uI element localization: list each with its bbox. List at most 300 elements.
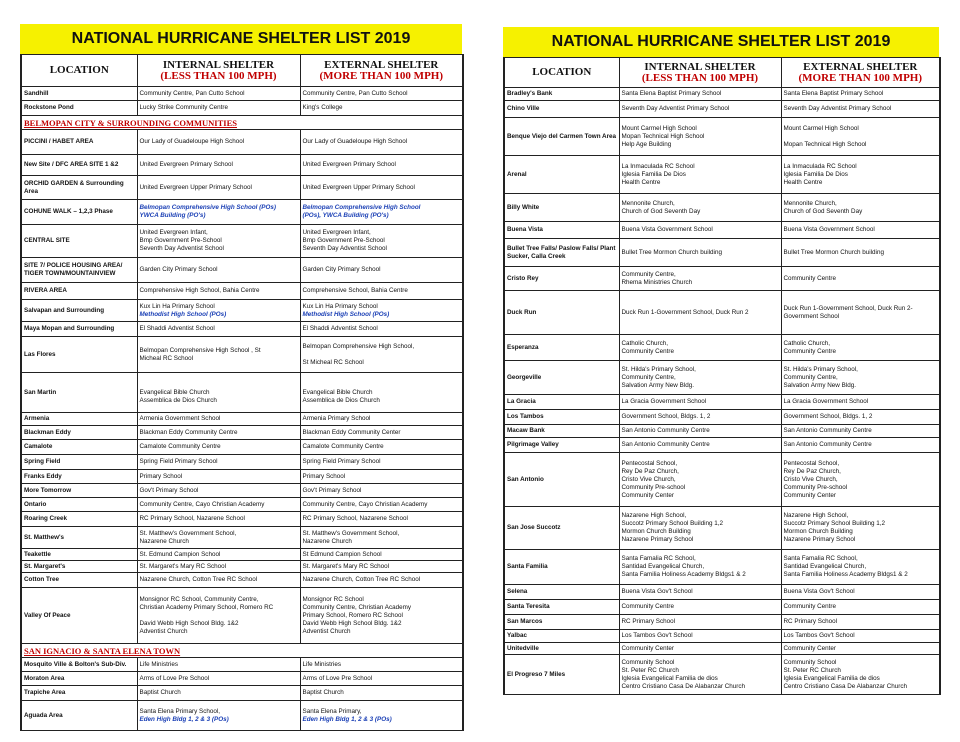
shelter-line: Our Lady of Guadeloupe High School xyxy=(302,138,408,145)
shelter-line: Nazarene Church, Cotton Tree RC School xyxy=(302,576,421,583)
location-cell: Santa Familia xyxy=(504,550,619,585)
external-shelter-cell xyxy=(781,118,940,156)
internal-shelter-cell xyxy=(137,484,300,498)
location-cell: Camalote xyxy=(21,440,137,455)
table-row xyxy=(21,686,463,701)
shelter-line: Succotz Primary School Building 1,2 xyxy=(783,520,885,527)
shelter-line: Blackman Eddy Community Center xyxy=(302,428,401,436)
internal-shelter-cell xyxy=(137,130,300,155)
shelter-line: Pentecostal School, xyxy=(621,459,678,467)
internal-shelter-cell xyxy=(137,373,300,413)
internal-shelter-cell xyxy=(137,498,300,512)
shelter-table xyxy=(503,57,941,695)
shelter-line: Community Center xyxy=(621,644,674,652)
shelter-line: Assemblica de Dios Church xyxy=(139,396,217,404)
shelter-line: Community Centre xyxy=(783,274,836,282)
shelter-line: Community Centre xyxy=(783,603,836,610)
shelter-line: Armenia Government School xyxy=(139,415,221,422)
location-cell: Roaring Creek xyxy=(21,512,137,527)
shelter-line: Community Center xyxy=(783,491,836,499)
shelter-line: Iglesia Familia De Dios xyxy=(621,170,686,178)
priority-shelter-line: Belmopan Comprehensive High School (POs) xyxy=(139,204,276,211)
shelter-line: Community Centre, Pan Cutto School xyxy=(139,89,245,97)
shelter-line: La Inmaculada RC School xyxy=(783,162,857,170)
external-shelter-cell xyxy=(300,176,463,200)
external-shelter-cell xyxy=(300,658,463,672)
external-shelter-cell xyxy=(300,440,463,455)
external-shelter-cell xyxy=(781,222,940,239)
shelter-line: Primary School xyxy=(302,472,346,480)
shelter-line: Cristo Vive Church, xyxy=(783,475,838,483)
left-shelter-sheet xyxy=(20,0,462,731)
external-shelter-cell xyxy=(300,549,463,561)
internal-shelter-cell xyxy=(137,176,300,200)
shelter-line: Gov't Primary School xyxy=(139,486,199,494)
shelter-line: Community Centre, Cayo Christian Academy xyxy=(139,500,265,508)
internal-shelter-cell xyxy=(619,507,781,550)
table-header-row xyxy=(504,58,940,88)
location-cell: New Site / DFC AREA SITE 1 &2 xyxy=(21,155,137,176)
shelter-line: Mormon Church Building xyxy=(621,528,691,535)
location-cell: Valley Of Peace xyxy=(21,588,137,644)
shelter-line: Community Centre, xyxy=(783,373,838,381)
shelter-line: Salvation Army New Bldg. xyxy=(621,381,694,389)
external-shelter-cell xyxy=(781,600,940,615)
location-cell: Las Flores xyxy=(21,337,137,373)
internal-shelter-cell xyxy=(137,426,300,440)
shelter-line: Seventh Day Adventist School xyxy=(139,245,224,252)
table-row xyxy=(504,194,940,222)
shelter-line: Buena Vista Government School xyxy=(783,226,875,233)
shelter-line: Catholic Church, xyxy=(621,339,669,347)
shelter-line: United Evergreen Infant, xyxy=(302,229,371,236)
shelter-line: Community Centre xyxy=(621,603,674,610)
location-cell: Bradley's Bank xyxy=(504,88,619,101)
shelter-line: Government School, Bldgs. 1, 2 xyxy=(783,413,873,420)
external-shelter-cell xyxy=(300,455,463,470)
shelter-line: St. Margaret's Mary RC School xyxy=(139,562,227,570)
shelter-line: David Webb High School Bldg. 1&2 xyxy=(302,619,402,627)
internal-shelter-cell xyxy=(137,672,300,686)
table-row xyxy=(504,222,940,239)
location-cell: Cotton Tree xyxy=(21,573,137,588)
location-cell: Moraton Area xyxy=(21,672,137,686)
table-row xyxy=(21,512,463,527)
shelter-line: Church of God Seventh Day xyxy=(621,207,701,215)
shelter-line: David Webb High School Bldg. 1&2 xyxy=(139,619,239,627)
shelter-line: Buena Vista Gov't School xyxy=(783,588,855,595)
table-row xyxy=(504,361,940,395)
shelter-line: St Micheal RC School xyxy=(302,358,364,366)
location-cell: Chino Ville xyxy=(504,101,619,118)
location-cell: Buena Vista xyxy=(504,222,619,239)
internal-shelter-header: INTERNAL SHELTER (LESS THAN 100 MPH) xyxy=(619,58,781,88)
shelter-line: La Gracia Government School xyxy=(783,398,869,405)
shelter-line: Adventist Church xyxy=(139,627,188,635)
shelter-line: Mopan Technical High School xyxy=(783,140,867,148)
shelter-line: Blackman Eddy Community Centre xyxy=(139,428,238,436)
shelter-line: Primary School, Romero RC School xyxy=(302,611,403,619)
shelter-line: Gov't Primary School xyxy=(302,486,362,494)
priority-shelter-line: Methodist High School (POs) xyxy=(139,310,227,318)
table-row xyxy=(21,588,463,644)
location-header: LOCATION xyxy=(21,55,137,87)
location-cell: Selena xyxy=(504,585,619,600)
table-row xyxy=(21,484,463,498)
external-shelter-cell xyxy=(781,156,940,194)
table-row xyxy=(21,527,463,549)
shelter-line: Community School xyxy=(621,658,675,666)
shelter-line: Santa Familia Holiness Academy Bldgs1 & 2 xyxy=(783,571,908,578)
right-shelter-sheet xyxy=(503,0,939,695)
external-shelter-cell xyxy=(781,335,940,361)
external-shelter-cell xyxy=(300,588,463,644)
internal-shelter-cell xyxy=(137,512,300,527)
location-cell: Los Tambos xyxy=(504,410,619,425)
location-cell: Teakettle xyxy=(21,549,137,561)
shelter-line: Rey De Paz Church, xyxy=(621,467,679,475)
shelter-line: Community Centre, Pan Cutto School xyxy=(302,89,408,97)
internal-shelter-cell xyxy=(137,300,300,322)
shelter-line: Community School xyxy=(783,658,837,666)
external-shelter-cell xyxy=(300,373,463,413)
shelter-line: St. Hilda's Primary School, xyxy=(621,365,696,373)
shelter-line: Spring Field Primary School xyxy=(302,458,381,465)
shelter-line: RC Primary School xyxy=(621,618,676,625)
external-shelter-cell xyxy=(781,267,940,291)
priority-shelter-line: (POs), YWCA Building (PO's) xyxy=(302,212,389,219)
location-cell: Trapiche Area xyxy=(21,686,137,701)
table-row xyxy=(504,630,940,643)
location-cell: Duck Run xyxy=(504,291,619,335)
shelter-line: Government School xyxy=(783,312,840,320)
location-header: LOCATION xyxy=(504,58,619,88)
shelter-line: Iglesia Evangelical Familia de dios xyxy=(783,674,880,682)
internal-shelter-cell xyxy=(137,470,300,484)
shelter-line: Adventist Church xyxy=(302,627,351,635)
priority-shelter-line: YWCA Building (PO's) xyxy=(139,212,206,219)
shelter-line: Santa Elena Baptist Primary School xyxy=(621,90,722,97)
shelter-line: Life Ministries xyxy=(139,660,178,668)
shelter-line: Armenia Primary School xyxy=(302,415,371,422)
shelter-line: United Evergreen Infant, xyxy=(139,229,208,236)
shelter-line: San Antonio Community Centre xyxy=(621,441,710,448)
external-shelter-cell xyxy=(300,200,463,225)
shelter-line: Centro Cristiano Casa De Alabanzar Church xyxy=(621,682,746,690)
shelter-line: Santa Elena Primary School, xyxy=(139,707,221,715)
internal-shelter-cell xyxy=(619,630,781,643)
shelter-line: Belmopan Comprehensive High School , St xyxy=(139,346,261,354)
external-shelter-cell xyxy=(781,643,940,655)
internal-shelter-cell xyxy=(137,413,300,426)
table-row xyxy=(504,600,940,615)
location-cell: Cristo Rey xyxy=(504,267,619,291)
table-row xyxy=(21,300,463,322)
internal-shelter-cell xyxy=(137,588,300,644)
shelter-line: Nazarene High School, xyxy=(621,512,687,519)
internal-shelter-cell xyxy=(619,550,781,585)
table-row xyxy=(21,701,463,731)
external-shelter-cell xyxy=(781,615,940,630)
table-row xyxy=(21,258,463,283)
internal-shelter-cell xyxy=(137,686,300,701)
shelter-line: Garden City Primary School xyxy=(139,266,218,273)
location-cell: Santa Teresita xyxy=(504,600,619,615)
internal-shelter-cell xyxy=(137,101,300,116)
shelter-line: Iglesia Familia De Dios xyxy=(783,170,848,178)
external-shelter-cell xyxy=(300,527,463,549)
shelter-line: Evangelical Bible Church xyxy=(139,388,210,396)
external-shelter-cell xyxy=(300,322,463,337)
external-shelter-cell xyxy=(781,438,940,453)
shelter-line: Christian Academy Primary School, Romero RC xyxy=(139,603,274,611)
shelter-line: La Gracia Government School xyxy=(621,398,707,405)
shelter-line: Catholic Church, xyxy=(783,339,831,347)
shelter-line: Centro Cristiano Casa De Alabanzar Church xyxy=(783,682,908,690)
table-row xyxy=(504,239,940,267)
shelter-line: Monsignor RC School, Community Centre, xyxy=(139,595,259,603)
shelter-line: Arms of Love Pre School xyxy=(302,674,373,682)
internal-shelter-cell xyxy=(137,573,300,588)
shelter-line: Buena Vista Gov't School xyxy=(621,588,693,595)
location-cell: Aguada Area xyxy=(21,701,137,731)
table-row xyxy=(21,455,463,470)
location-cell: La Gracia xyxy=(504,395,619,410)
section-header-row xyxy=(21,644,463,658)
external-shelter-cell xyxy=(781,425,940,438)
external-shelter-cell xyxy=(781,550,940,585)
location-cell: Blackman Eddy xyxy=(21,426,137,440)
table-row xyxy=(504,395,940,410)
external-shelter-cell xyxy=(300,337,463,373)
shelter-line: Health Centre xyxy=(783,178,823,186)
table-row xyxy=(21,101,463,116)
shelter-line xyxy=(303,381,461,389)
shelter-line: Santa Elena Baptist Primary School xyxy=(783,90,884,97)
location-cell: San Antonio xyxy=(504,453,619,507)
shelter-line: Community Centre, xyxy=(621,270,676,278)
table-row xyxy=(21,283,463,300)
shelter-line xyxy=(140,612,298,620)
external-shelter-cell xyxy=(781,194,940,222)
external-shelter-cell xyxy=(781,410,940,425)
shelter-line: Kux Lin Ha Primary School xyxy=(302,302,378,310)
shelter-line: Cristo Vive Church, xyxy=(621,475,676,483)
shelter-line: St. Matthew's Government School, xyxy=(139,529,237,537)
shelter-line: Iglesia Evangelical Familia de dios xyxy=(621,674,718,682)
shelter-line: Seventh Day Adventist School xyxy=(302,245,387,252)
external-shelter-cell xyxy=(300,225,463,258)
shelter-line: El Shaddi Adventist School xyxy=(139,325,215,332)
internal-shelter-cell xyxy=(619,222,781,239)
internal-shelter-cell xyxy=(619,395,781,410)
location-cell: Unitedville xyxy=(504,643,619,655)
location-cell: Pilgrimage Valley xyxy=(504,438,619,453)
internal-shelter-cell xyxy=(137,283,300,300)
shelter-line: Life Ministries xyxy=(302,660,341,668)
internal-shelter-cell xyxy=(137,155,300,176)
section-title: SAN IGNACIO & SANTA ELENA TOWN xyxy=(21,644,463,658)
location-cell: Armenia xyxy=(21,413,137,426)
internal-shelter-cell xyxy=(619,438,781,453)
shelter-line: Evangelical Bible Church xyxy=(302,388,373,396)
internal-shelter-cell xyxy=(137,658,300,672)
external-shelter-cell xyxy=(300,258,463,283)
location-cell: Rockstone Pond xyxy=(21,101,137,116)
shelter-line: San Antonio Community Centre xyxy=(783,441,872,448)
shelter-line: Salvation Army New Bldg. xyxy=(783,381,856,389)
shelter-line: King's College xyxy=(302,104,343,111)
internal-shelter-cell xyxy=(619,600,781,615)
shelter-line: Rey De Paz Church, xyxy=(783,467,841,475)
sheet-title: NATIONAL HURRICANE SHELTER LIST 2019 xyxy=(503,27,939,57)
shelter-line xyxy=(303,351,461,359)
location-cell: San Marcos xyxy=(504,615,619,630)
shelter-line: Community Pre-school xyxy=(783,483,848,491)
table-row xyxy=(21,176,463,200)
shelter-line: St. Margaret's Mary RC School xyxy=(302,562,390,570)
internal-shelter-cell xyxy=(137,87,300,101)
internal-shelter-cell xyxy=(619,361,781,395)
shelter-line: Pentecostal School, xyxy=(783,459,840,467)
shelter-line: Baptist Church xyxy=(139,689,181,696)
internal-shelter-cell xyxy=(619,88,781,101)
shelter-line: Micheal RC School xyxy=(139,354,194,362)
location-cell: SITE 7/ POLICE HOUSING AREA/ TIGER TOWN/MOUNTAINVIEW xyxy=(21,258,137,283)
table-row xyxy=(21,573,463,588)
shelter-line: Nazarene Church xyxy=(139,537,189,545)
internal-shelter-cell xyxy=(137,225,300,258)
shelter-line: Baptist Church xyxy=(302,689,344,696)
shelter-line: Bullet Tree Mormon Church building xyxy=(783,248,884,256)
shelter-line: United Evergreen Primary School xyxy=(139,161,233,168)
internal-shelter-cell xyxy=(619,335,781,361)
internal-shelter-cell xyxy=(619,101,781,118)
location-cell: ORCHID GARDEN & Surrounding Area xyxy=(21,176,137,200)
shelter-line: St. Hilda's Primary School, xyxy=(783,365,858,373)
table-row xyxy=(21,225,463,258)
location-cell: St. Matthew's xyxy=(21,527,137,549)
external-shelter-cell xyxy=(300,672,463,686)
shelter-line: Community Pre-school xyxy=(621,483,686,491)
internal-shelter-cell xyxy=(619,291,781,335)
shelter-line: RC Primary School, Nazarene School xyxy=(302,515,408,522)
shelter-line: Santa Familia Holiness Academy Bldgs1 & 2 xyxy=(621,571,746,578)
external-shelter-cell xyxy=(781,453,940,507)
shelter-line: Our Lady of Guadeloupe High School xyxy=(139,138,245,145)
shelter-line: Santa Elena Primary, xyxy=(302,707,362,715)
internal-shelter-cell xyxy=(137,701,300,731)
shelter-line: Los Tambos Gov't School xyxy=(621,632,693,639)
shelter-line: Help Age Building xyxy=(621,140,672,148)
section-title: BELMOPAN CITY & SURROUNDING COMMUNITIES xyxy=(21,116,463,130)
location-cell: RIVERA AREA xyxy=(21,283,137,300)
shelter-line: United Evergreen Upper Primary School xyxy=(302,183,415,191)
table-row xyxy=(21,413,463,426)
shelter-line: St. Peter RC Church xyxy=(783,666,841,674)
table-row xyxy=(21,672,463,686)
location-cell: Yalbac xyxy=(504,630,619,643)
table-row xyxy=(21,373,463,413)
location-cell: Macaw Bank xyxy=(504,425,619,438)
table-header-row xyxy=(21,55,463,87)
internal-shelter-cell xyxy=(137,527,300,549)
shelter-line: Belmopan Comprehensive High School, xyxy=(302,342,415,350)
location-cell: Salvapan and Surrounding xyxy=(21,300,137,322)
shelter-line: Comprehensive High School, Bahia Centre xyxy=(139,287,260,294)
table-row xyxy=(504,438,940,453)
shelter-line: Arms of Love Pre School xyxy=(139,674,210,682)
external-shelter-cell xyxy=(300,470,463,484)
shelter-line: Nazarene Primary School xyxy=(783,536,856,543)
shelter-line: St Edmund Campion School xyxy=(302,550,382,558)
shelter-line: Kux Lin Ha Primary School xyxy=(139,302,215,310)
priority-shelter-line: Eden High Bldg 1, 2 & 3 (POs) xyxy=(139,715,229,723)
location-cell: PICCINI / HABET AREA xyxy=(21,130,137,155)
table-row xyxy=(21,470,463,484)
location-cell: El Progreso 7 Miles xyxy=(504,655,619,695)
external-shelter-cell xyxy=(300,155,463,176)
shelter-line: Rhema Ministries Church xyxy=(621,278,693,286)
internal-shelter-cell xyxy=(619,615,781,630)
shelter-line: Seventh Day Adventist Primary School xyxy=(621,105,730,112)
location-cell: More Tomorrow xyxy=(21,484,137,498)
shelter-line: Church of God Seventh Day xyxy=(783,207,863,215)
table-row xyxy=(21,337,463,373)
table-row xyxy=(504,101,940,118)
table-row xyxy=(504,550,940,585)
internal-shelter-cell xyxy=(137,258,300,283)
external-shelter-cell xyxy=(300,484,463,498)
shelter-line: Assemblica de Dios Church xyxy=(302,396,380,404)
table-row xyxy=(504,615,940,630)
shelter-line: Los Tambos Gov't School xyxy=(783,632,855,639)
shelter-table xyxy=(20,54,464,731)
shelter-line: Spring Field Primary School xyxy=(139,458,218,465)
priority-shelter-line: Eden High Bldg 1, 2 & 3 (POs) xyxy=(302,715,392,723)
shelter-line: Santidad Evangelical Church, xyxy=(621,563,705,570)
shelter-line: Succotz Primary School Building 1,2 xyxy=(621,520,723,527)
table-row xyxy=(504,425,940,438)
shelter-line: Primary School xyxy=(139,472,183,480)
external-shelter-cell xyxy=(300,498,463,512)
shelter-line: Bmp Government Pre-School xyxy=(302,237,385,244)
shelter-line: Garden City Primary School xyxy=(302,266,381,273)
table-row xyxy=(504,585,940,600)
shelter-line: Buena Vista Government School xyxy=(621,226,713,233)
shelter-line: El Shaddi Adventist School xyxy=(302,325,378,332)
external-shelter-cell xyxy=(300,573,463,588)
location-cell: COHUNE WALK – 1,2,3 Phase xyxy=(21,200,137,225)
shelter-line: Nazarene Primary School xyxy=(621,536,694,543)
external-shelter-cell xyxy=(300,87,463,101)
external-shelter-cell xyxy=(781,630,940,643)
table-row xyxy=(21,440,463,455)
external-shelter-header: EXTERNAL SHELTER (MORE THAN 100 MPH) xyxy=(781,58,940,88)
internal-shelter-cell xyxy=(619,410,781,425)
internal-shelter-cell xyxy=(137,561,300,573)
shelter-line: Mennonite Church, xyxy=(783,199,837,207)
external-shelter-cell xyxy=(781,101,940,118)
location-cell: Mosquito Ville & Bolton's Sub-Div. xyxy=(21,658,137,672)
table-row xyxy=(504,88,940,101)
location-cell: Ontario xyxy=(21,498,137,512)
shelter-line: RC Primary School xyxy=(783,618,838,625)
shelter-line: Santa Famalia RC School, xyxy=(621,555,696,562)
shelter-line: Duck Run 1-Government School, Duck Run 2 xyxy=(621,308,749,316)
table-row xyxy=(504,118,940,156)
shelter-line: St. Peter RC Church xyxy=(621,666,679,674)
